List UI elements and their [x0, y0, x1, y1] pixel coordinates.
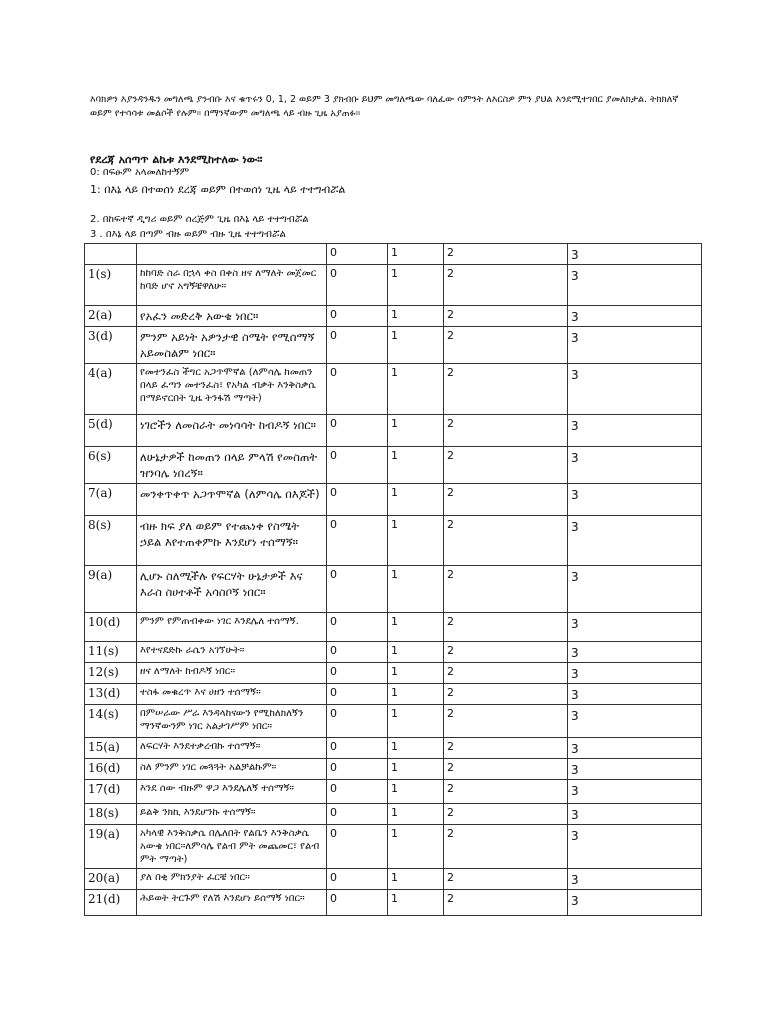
score-option-0[interactable]: 0 [327, 516, 388, 566]
table-row [85, 890, 702, 916]
item-statement: ምንም አይነት አዎንታዊ ስሜት የሚሰማኝ አይመስልም ነበር። [137, 327, 327, 364]
item-number: 21(d) [85, 890, 137, 916]
score-option-2[interactable]: 2 [444, 759, 568, 780]
score-option-1[interactable]: 1 [388, 684, 444, 705]
item-statement: ዘና ለማለት ከብዶኝ ነበር። [137, 663, 327, 684]
score-option-2[interactable]: 2 [444, 516, 568, 566]
score-option-1[interactable]: 1 [388, 613, 444, 642]
score-option-2[interactable]: 2 [444, 684, 568, 705]
header-score-0: 0 [327, 244, 388, 265]
header-score-3: 3 [568, 244, 702, 265]
score-option-2[interactable]: 2 [444, 447, 568, 484]
score-option-3[interactable]: 3 [568, 804, 702, 825]
item-statement: የመተንፈስ ችግር አጋጥሞኛል (ለምሳሌ ከመጠን በላይ ፈጣን መተንፈስ፣ የአካል ብቃት እንቅስቃሴ በማይኖርበት ጊዜ ትንፋሽ ማጣት) [137, 364, 327, 415]
item-number: 20(a) [85, 869, 137, 890]
score-option-1[interactable]: 1 [388, 484, 444, 516]
score-option-0[interactable]: 0 [327, 804, 388, 825]
score-option-0[interactable]: 0 [327, 306, 388, 327]
table-row [85, 663, 702, 684]
table-row [85, 705, 702, 738]
table-row [85, 516, 702, 566]
score-option-2[interactable]: 2 [444, 613, 568, 642]
item-number: 5(d) [85, 415, 137, 447]
score-option-0[interactable]: 0 [327, 364, 388, 415]
instructions-paragraph: እባክዎን እያንዳንዱን መግለጫ ያንብቡ እና ቁጥሩን 0, 1, 2 ወይም 3 ያክብቡ ይህም መግለጫው ባለፈው ሳምንት ለእርስዎ ምን ያህል እንደሚተገበር ያመለክታል. ትክክለኛ ወይም የተሳሳቱ መልሶች የሉም። በማንኛውም መግለጫ ላይ ብዙ ጊዜ አያጠፉ። [90, 94, 679, 119]
score-option-2[interactable]: 2 [444, 705, 568, 738]
score-option-0[interactable]: 0 [327, 663, 388, 684]
score-option-1[interactable]: 1 [388, 566, 444, 613]
item-statement: ነገሮችን ለመስራት መነሳሳት ከብዶኝ ነበር። [137, 415, 327, 447]
score-option-3[interactable]: 3 [568, 415, 702, 447]
table-row [85, 804, 702, 825]
item-statement: ከከባድ ስራ በኋላ ቀስ በቀስ ዘና ለማለት መጀመር ከባድ ሆኖ አግኝቼዋለሁ። [137, 265, 327, 306]
table-row [85, 738, 702, 759]
table-row [85, 484, 702, 516]
table-row [85, 869, 702, 890]
score-option-1[interactable]: 1 [388, 642, 444, 663]
score-option-3[interactable]: 3 [568, 825, 702, 869]
score-option-3[interactable]: 3 [568, 447, 702, 484]
rating-option-0: 0: በፍፁም አላመለከተኝም [90, 167, 190, 178]
table-row [85, 642, 702, 663]
score-option-0[interactable]: 0 [327, 327, 388, 364]
score-option-3[interactable]: 3 [568, 516, 702, 566]
score-option-0[interactable]: 0 [327, 642, 388, 663]
item-statement: ስለ ምንም ነገር መጓጓት አልቻልኩም። [137, 759, 327, 780]
item-number: 4(a) [85, 364, 137, 415]
score-option-3[interactable]: 3 [568, 705, 702, 738]
score-option-0[interactable]: 0 [327, 825, 388, 869]
score-option-2[interactable]: 2 [444, 415, 568, 447]
item-number: 17(d) [85, 780, 137, 804]
item-number: 15(a) [85, 738, 137, 759]
score-option-3[interactable]: 3 [568, 566, 702, 613]
score-option-2[interactable]: 2 [444, 265, 568, 306]
score-option-3[interactable]: 3 [568, 642, 702, 663]
table-row [85, 759, 702, 780]
item-statement: ይልቅ ንክኪ እንደሆንኩ ተሰማኝ። [137, 804, 327, 825]
item-number: 10(d) [85, 613, 137, 642]
item-statement: እየተናደድኩ ራሴን አገኘሁት። [137, 642, 327, 663]
table-row [85, 780, 702, 804]
score-option-0[interactable]: 0 [327, 869, 388, 890]
score-option-2[interactable]: 2 [444, 484, 568, 516]
item-number: 18(s) [85, 804, 137, 825]
score-option-1[interactable]: 1 [388, 663, 444, 684]
item-number: 9(a) [85, 566, 137, 613]
score-option-0[interactable]: 0 [327, 705, 388, 738]
table-row [85, 327, 702, 364]
score-option-1[interactable]: 1 [388, 306, 444, 327]
score-option-1[interactable]: 1 [388, 516, 444, 566]
table-row [85, 265, 702, 306]
item-number: 14(s) [85, 705, 137, 738]
score-option-1[interactable]: 1 [388, 825, 444, 869]
header-item [137, 244, 327, 265]
score-option-2[interactable]: 2 [444, 642, 568, 663]
score-option-3[interactable]: 3 [568, 738, 702, 759]
score-option-0[interactable]: 0 [327, 890, 388, 916]
score-option-0[interactable]: 0 [327, 738, 388, 759]
score-option-3[interactable]: 3 [568, 890, 702, 916]
score-option-2[interactable]: 2 [444, 825, 568, 869]
score-option-0[interactable]: 0 [327, 484, 388, 516]
table-row [85, 415, 702, 447]
score-option-1[interactable]: 1 [388, 705, 444, 738]
score-option-3[interactable]: 3 [568, 613, 702, 642]
item-statement: ያለ በቂ ምክንያት ፈርቼ ነበር። [137, 869, 327, 890]
table-row [85, 825, 702, 869]
score-option-1[interactable]: 1 [388, 869, 444, 890]
item-statement: መንቀጥቀጥ አጋጥሞኛል (ለምሳሌ በእጆች) [137, 484, 327, 516]
rating-scale-title: የደረጃ አሰጣጥ ልኬቱ እንደሚከተለው ነው። [90, 153, 263, 166]
rating-option-2: 2. በከፍተኛ ዲግሪ ወይም ሰረጅም ጊዜ በእኔ ላይ ተተግብሯል [90, 214, 309, 225]
item-statement: ምንም የምጠብቀው ነገር እንደሌለ ተሰማኝ. [137, 613, 327, 642]
score-option-3[interactable]: 3 [568, 265, 702, 306]
item-statement: አካላዊ እንቅስቃሴ በሌለበት የልቤን እንቅስቃሴ አውቄ ነበር።ለምሳሌ የልብ ምት መጨመር፣ የልብ ምት ማጣት) [137, 825, 327, 869]
score-option-2[interactable]: 2 [444, 566, 568, 613]
item-statement: የአፈን መድረቅ አውቄ ነበር። [137, 306, 327, 327]
questionnaire-table [84, 243, 702, 916]
table-row [85, 566, 702, 613]
score-option-2[interactable]: 2 [444, 869, 568, 890]
score-option-3[interactable]: 3 [568, 684, 702, 705]
item-statement: ተስፋ መቁረጥ እና ሀዘን ተሰማኝ። [137, 684, 327, 705]
score-option-0[interactable]: 0 [327, 265, 388, 306]
score-option-3[interactable]: 3 [568, 663, 702, 684]
item-number: 12(s) [85, 663, 137, 684]
table-row [85, 306, 702, 327]
score-option-0[interactable]: 0 [327, 447, 388, 484]
item-statement: እንደ ሰው ብዙም ዋጋ እንደሌለኝ ተሰማኝ። [137, 780, 327, 804]
score-option-1[interactable]: 1 [388, 447, 444, 484]
item-number: 8(s) [85, 516, 137, 566]
score-option-0[interactable]: 0 [327, 613, 388, 642]
rating-option-1: 1: በእኔ ላይ በተወሰነ ደረጃ ወይም በተወሰነ ጊዜ ላይ ተተግብሯል [90, 183, 346, 196]
item-number: 16(d) [85, 759, 137, 780]
header-number [85, 244, 137, 265]
item-statement: ሕይወት ትርጉም የለሽ እንደሆነ ይሰማኝ ነበር። [137, 890, 327, 916]
score-option-3[interactable]: 3 [568, 306, 702, 327]
score-option-2[interactable]: 2 [444, 327, 568, 364]
score-option-2[interactable]: 2 [444, 663, 568, 684]
table-row [85, 613, 702, 642]
score-option-3[interactable]: 3 [568, 364, 702, 415]
score-option-2[interactable]: 2 [444, 738, 568, 759]
score-option-3[interactable]: 3 [568, 759, 702, 780]
item-number: 13(d) [85, 684, 137, 705]
score-option-3[interactable]: 3 [568, 869, 702, 890]
score-option-0[interactable]: 0 [327, 759, 388, 780]
header-score-2: 2 [444, 244, 568, 265]
item-statement: ለፍርሃት እንደተቃረብኩ ተሰማኝ። [137, 738, 327, 759]
item-number: 11(s) [85, 642, 137, 663]
score-option-1[interactable]: 1 [388, 759, 444, 780]
item-statement: ሊሆኑ ስለሚችሉ የፍርሃት ሁኔታዎች እና እራስ ስሀተቶች አሳስቦኝ ነበር። [137, 566, 327, 613]
item-number: 2(a) [85, 306, 137, 327]
score-option-1[interactable]: 1 [388, 890, 444, 916]
score-option-1[interactable]: 1 [388, 327, 444, 364]
score-option-2[interactable]: 2 [444, 890, 568, 916]
table-row [85, 364, 702, 415]
item-statement: ብዙ ክፍ ያለ ወይም የተጨነቀ የስሜት ኃይል እየተጠቀምኩ እንደሆነ ተሰማኝ። [137, 516, 327, 566]
score-option-2[interactable]: 2 [444, 780, 568, 804]
header-score-1: 1 [388, 244, 444, 265]
item-number: 19(a) [85, 825, 137, 869]
item-statement: ለሁኔታዎች ከመጠን በላይ ምላሽ የመስጠት ዝንባሌ ነበረኝ። [137, 447, 327, 484]
score-option-2[interactable]: 2 [444, 804, 568, 825]
score-option-1[interactable]: 1 [388, 415, 444, 447]
score-option-1[interactable]: 1 [388, 364, 444, 415]
table-row [85, 684, 702, 705]
score-option-0[interactable]: 0 [327, 566, 388, 613]
score-option-1[interactable]: 1 [388, 804, 444, 825]
score-option-2[interactable]: 2 [444, 306, 568, 327]
score-option-1[interactable]: 1 [388, 780, 444, 804]
score-option-3[interactable]: 3 [568, 327, 702, 364]
item-number: 6(s) [85, 447, 137, 484]
item-number: 1(s) [85, 265, 137, 306]
score-option-1[interactable]: 1 [388, 738, 444, 759]
score-option-3[interactable]: 3 [568, 780, 702, 804]
item-number: 3(d) [85, 327, 137, 364]
table-row [85, 447, 702, 484]
score-option-2[interactable]: 2 [444, 364, 568, 415]
score-option-3[interactable]: 3 [568, 484, 702, 516]
item-number: 7(a) [85, 484, 137, 516]
score-option-0[interactable]: 0 [327, 415, 388, 447]
item-statement: በምሠራው ሥራ እንዳላከናውን የሚከለክለኝን ማንኛውንም ነገር አልታገሥም ነበር። [137, 705, 327, 738]
score-option-0[interactable]: 0 [327, 780, 388, 804]
rating-option-3: 3 . በእኔ ላይ በጣም ብዙ ወይም ብዙ ጊዜ ተተግብሯል [90, 229, 286, 240]
table-header-row [85, 244, 702, 265]
score-option-0[interactable]: 0 [327, 684, 388, 705]
score-option-1[interactable]: 1 [388, 265, 444, 306]
